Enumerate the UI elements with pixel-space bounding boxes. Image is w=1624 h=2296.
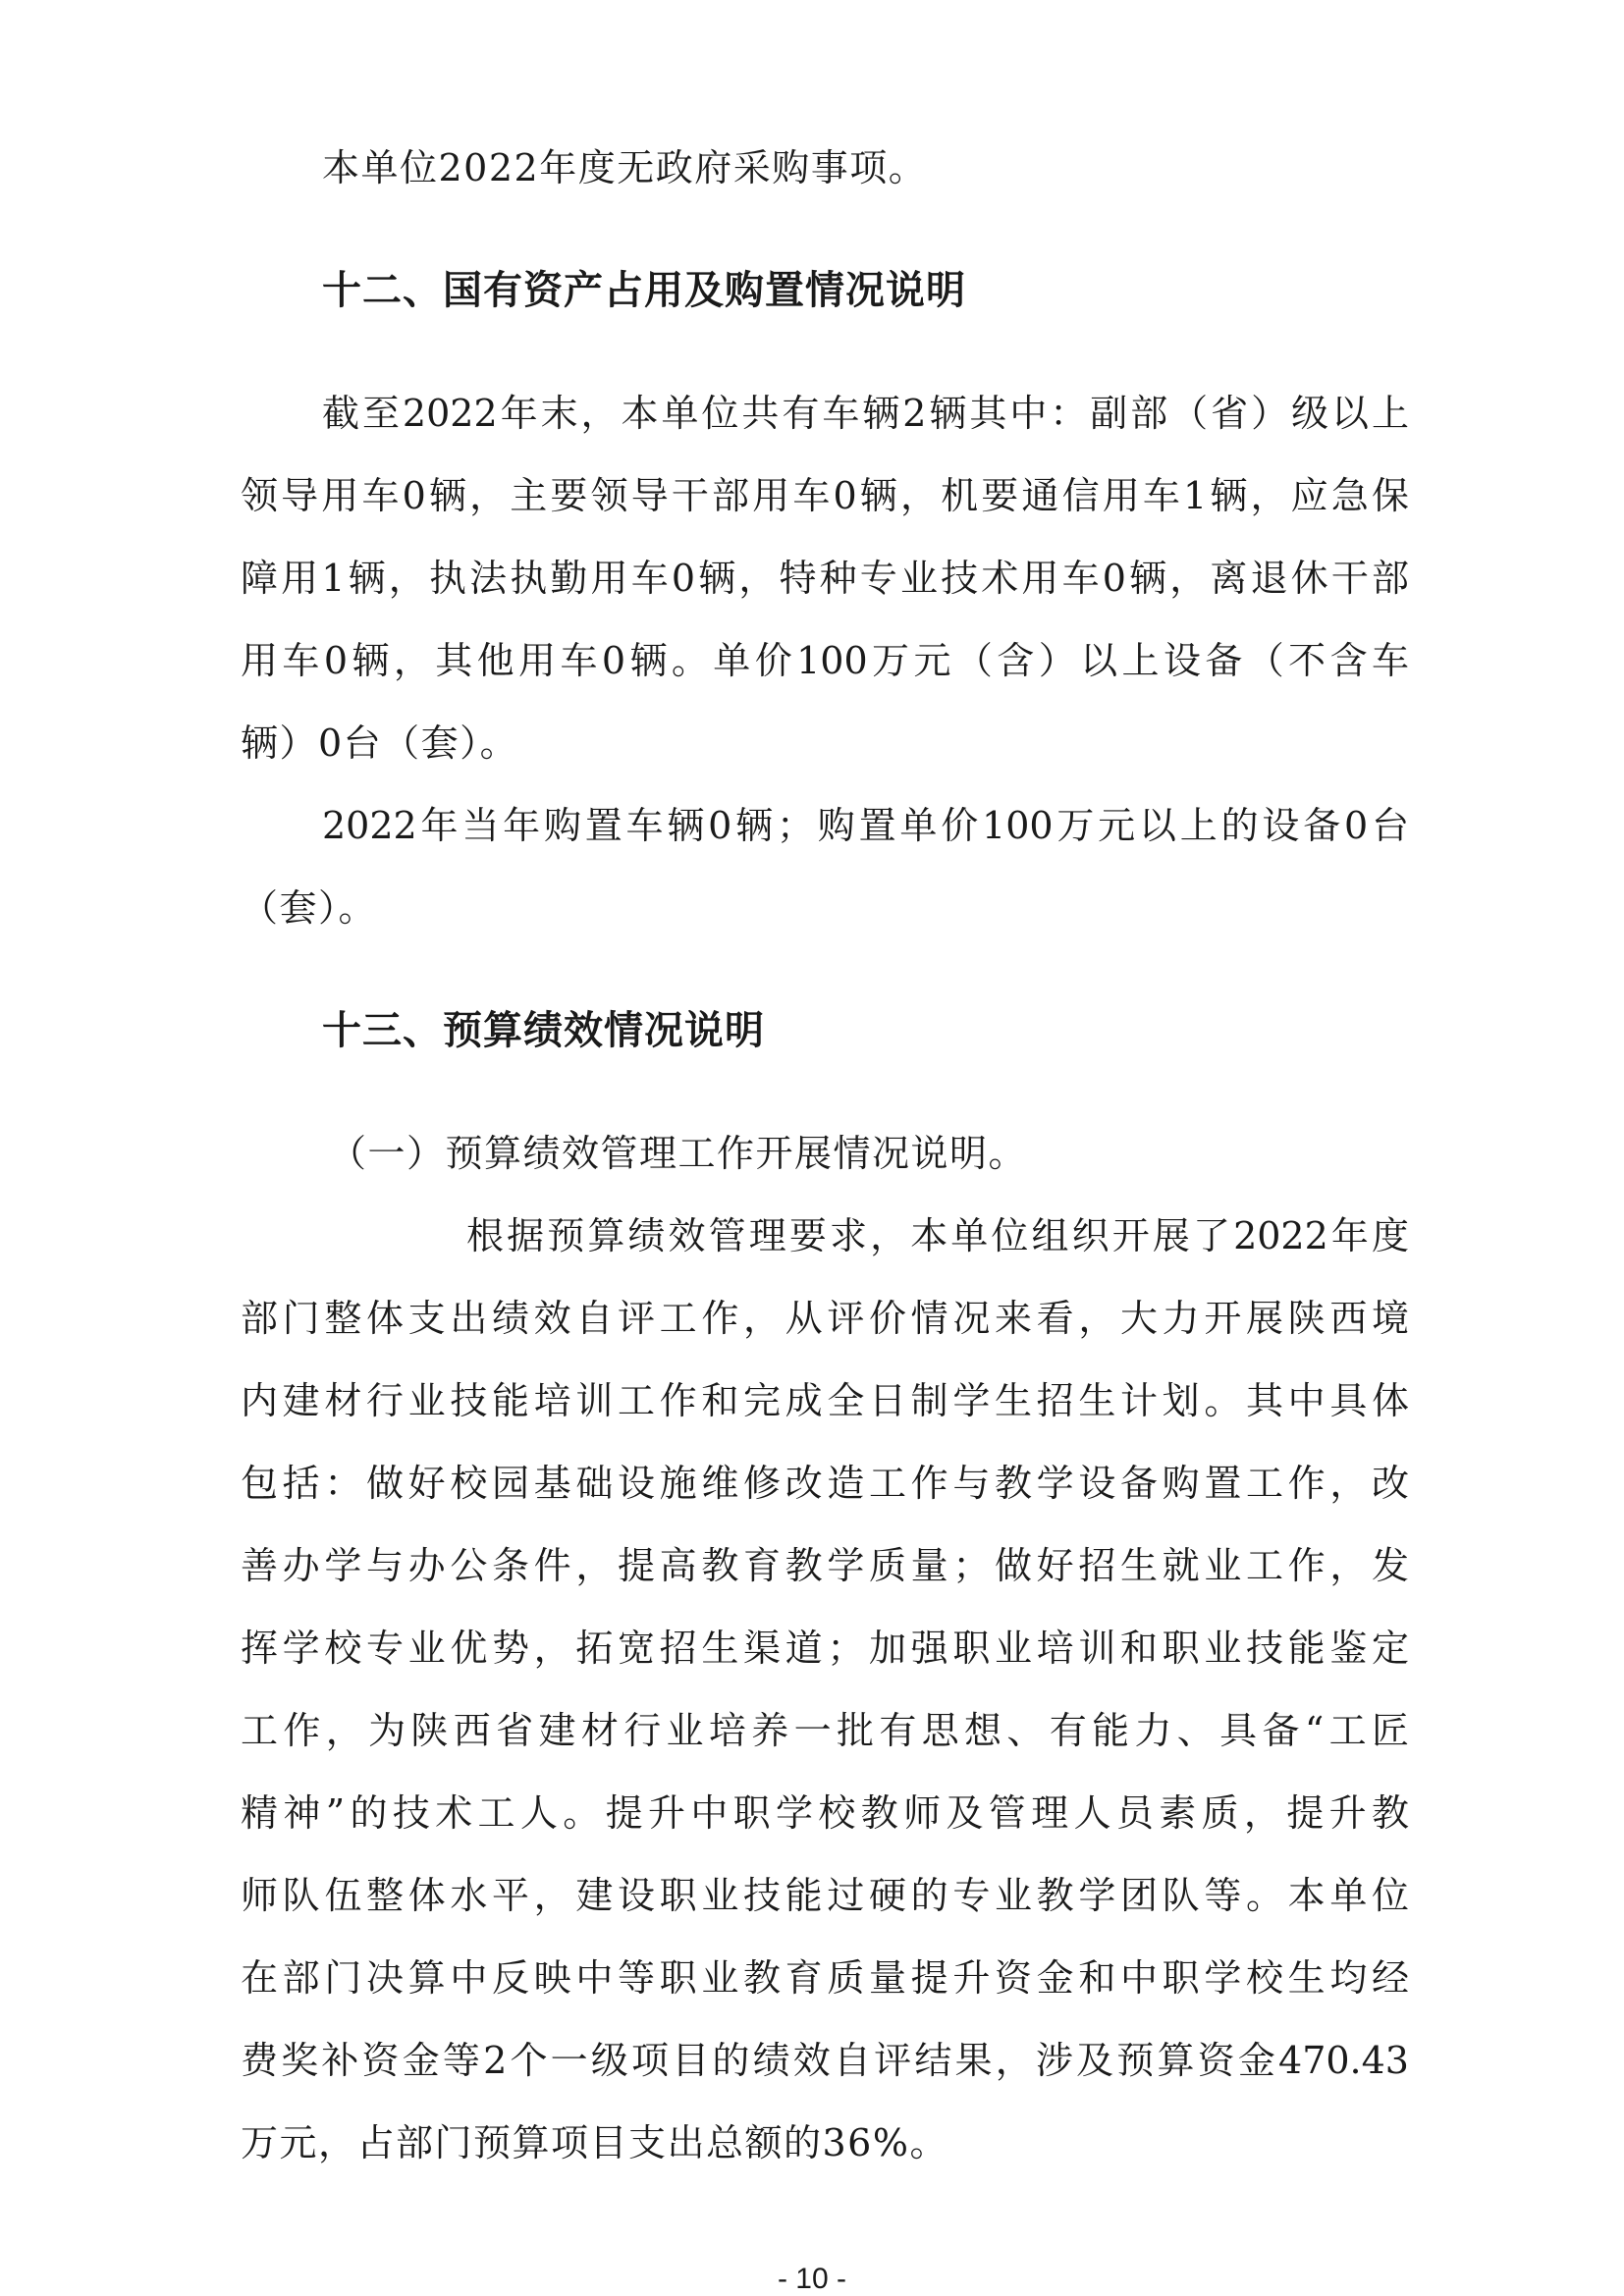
paragraph-line: 万元，占部门预算项目支出总额的36%。 <box>241 2121 948 2164</box>
paragraph-line: 包括：做好校园基础设施维修改造工作与教学设备购置工作，改 <box>241 1462 1409 1505</box>
paragraph-line: （套）。 <box>241 886 378 930</box>
paragraph-line: 辆）0台（套）。 <box>241 721 519 765</box>
paragraph-line: 用车0辆，其他用车0辆。单价100万元（含）以上设备（不含车 <box>241 639 1409 682</box>
paragraph-line: 内建材行业技能培训工作和完成全日制学生招生计划。其中具体 <box>241 1379 1409 1422</box>
page-number: - 10 - <box>777 2263 847 2295</box>
paragraph-line: 在部门决算中反映中等职业教育质量提升资金和中职学校生均经 <box>241 1956 1409 2000</box>
paragraph-line: 截至2022年末，本单位共有车辆2辆其中：副部（省）级以上 <box>322 392 1409 435</box>
procurement-paragraph: 本单位2022年度无政府采购事项。 <box>322 146 928 189</box>
section-heading-12: 十二、国有资产占用及购置情况说明 <box>322 268 966 313</box>
paragraph-line: 费奖补资金等2个一级项目的绩效自评结果，涉及预算资金470.43 <box>241 2039 1409 2082</box>
paragraph-line: 精神”的技术工人。提升中职学校教师及管理人员素质，提升教 <box>241 1791 1409 1835</box>
paragraph-line: 工作，为陕西省建材行业培养一批有思想、有能力、具备“工匠 <box>241 1709 1409 1752</box>
paragraph-line: 根据预算绩效管理要求，本单位组织开展了2022年度 <box>466 1214 1409 1257</box>
paragraph-line: 挥学校专业优势，拓宽招生渠道；加强职业培训和职业技能鉴定 <box>241 1627 1409 1670</box>
paragraph-line: 部门整体支出绩效自评工作，从评价情况来看，大力开展陕西境 <box>241 1297 1409 1340</box>
paragraph-line: 领导用车0辆，主要领导干部用车0辆，机要通信用车1辆，应急保 <box>241 474 1409 517</box>
paragraph-line: 障用1辆，执法执勤用车0辆，特种专业技术用车0辆，离退休干部 <box>241 557 1409 600</box>
paragraph-line: 2022年当年购置车辆0辆；购置单价100万元以上的设备0台 <box>322 804 1409 847</box>
paragraph-line: 善办学与办公条件，提高教育教学质量；做好招生就业工作，发 <box>241 1544 1409 1587</box>
subsection-heading: （一）预算绩效管理工作开展情况说明。 <box>329 1132 1028 1175</box>
paragraph-line: 师队伍整体水平，建设职业技能过硬的专业教学团队等。本单位 <box>241 1874 1409 1917</box>
section-heading-13: 十三、预算绩效情况说明 <box>322 1008 765 1053</box>
